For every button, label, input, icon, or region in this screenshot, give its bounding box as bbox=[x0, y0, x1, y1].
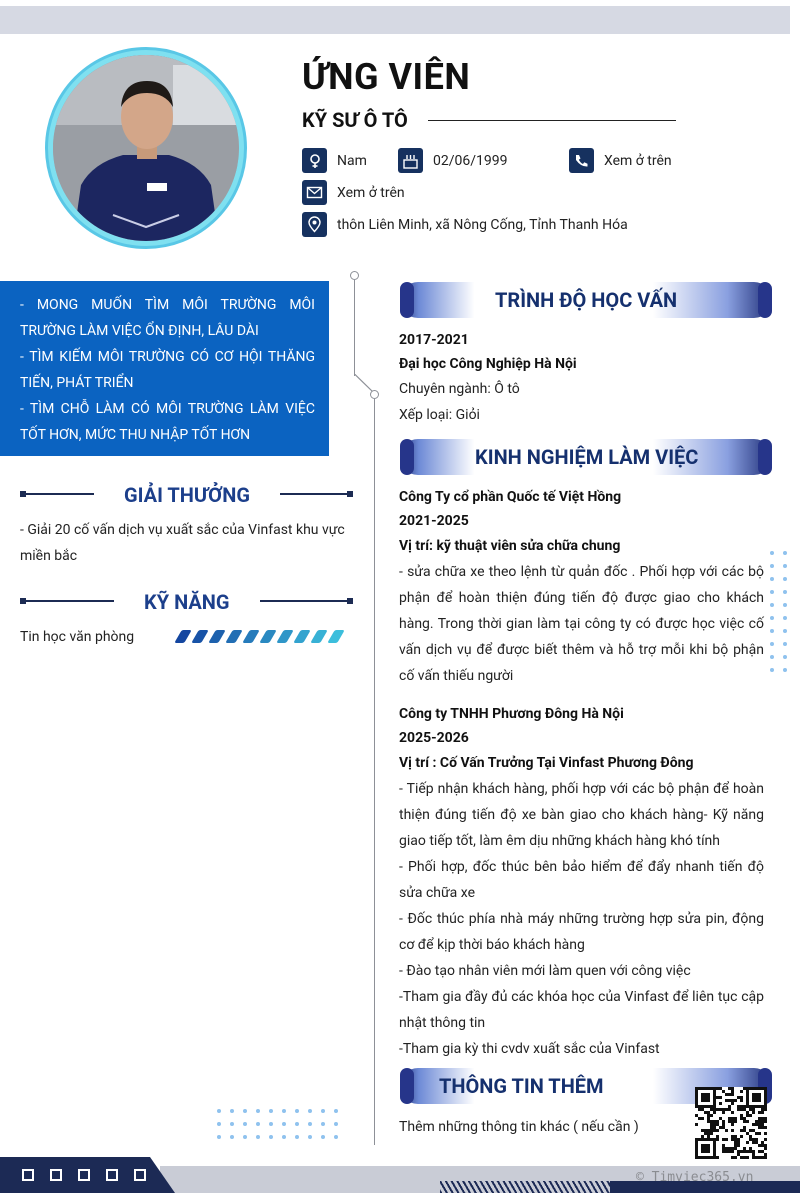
deco-dot bbox=[243, 1109, 247, 1113]
deco-dot bbox=[256, 1135, 260, 1139]
deco-dot bbox=[269, 1109, 273, 1113]
email-icon bbox=[302, 180, 327, 205]
banner-cap bbox=[400, 282, 414, 318]
skill-stripe bbox=[208, 630, 226, 643]
deco-dot bbox=[770, 577, 774, 581]
objective-line: - MONG MUỐN TÌM MÔI TRƯỜNG MÔI TRƯỜNG LÀM VIỆC ỔN ĐỊNH, LÂU DÀI bbox=[20, 297, 315, 339]
job-bullet: -Tham gia đầy đủ các khóa học của Vinfast để liên tục cập nhật thông tin bbox=[399, 989, 764, 1031]
decorative-dots bbox=[217, 1109, 341, 1151]
objective-line: - TÌM CHỖ LÀM CÓ MÔI TRƯỜNG LÀM VIỆC TỐT HƠN, MỨC THU NHẬP TỐT HƠN bbox=[20, 401, 315, 443]
objective-line: - TÌM KIẾM MÔI TRƯỜNG CÓ CƠ HỘI THĂNG TIẾN, PHÁT TRIỂN bbox=[20, 349, 315, 391]
deco-dot bbox=[783, 577, 787, 581]
deco-dot bbox=[770, 551, 774, 555]
deco-dot bbox=[770, 616, 774, 620]
deco-dot bbox=[334, 1122, 338, 1126]
job-position: Vị trí: kỹ thuật viên sửa chữa chung bbox=[399, 538, 621, 554]
phone-icon bbox=[569, 148, 594, 173]
timeline-line bbox=[354, 280, 355, 376]
birthday-text: 02/06/1999 bbox=[433, 153, 508, 169]
deco-dot bbox=[243, 1135, 247, 1139]
deco-dot bbox=[770, 590, 774, 594]
deco-dot bbox=[217, 1109, 221, 1113]
job-title: KỸ SƯ Ô TÔ bbox=[302, 108, 408, 132]
deco-dot bbox=[321, 1135, 325, 1139]
heading-rule bbox=[280, 493, 350, 495]
deco-dot bbox=[217, 1135, 221, 1139]
footer-square bbox=[106, 1169, 118, 1181]
phone-text: Xem ở trên bbox=[604, 153, 672, 169]
skill-stripe bbox=[225, 630, 243, 643]
job-bullet: - Tiếp nhận khách hàng, phối hợp với các bộ phận để hoàn thiện đúng tiến độ xe bàn giao cho khách hàng- Kỹ năng giao tiếp tốt, làm êm dịu những khách hàng khó tính bbox=[399, 781, 764, 849]
more-info-text: Thêm những thông tin khác ( nếu cần ) bbox=[399, 1119, 639, 1135]
deco-dot bbox=[282, 1135, 286, 1139]
footer-stripes bbox=[440, 1181, 610, 1193]
deco-dot bbox=[770, 655, 774, 659]
banner-cap bbox=[758, 439, 772, 475]
deco-dot bbox=[295, 1135, 299, 1139]
deco-dot bbox=[770, 668, 774, 672]
skill-stripe bbox=[310, 630, 328, 643]
deco-dot bbox=[783, 668, 787, 672]
timeline-dot-mid bbox=[370, 390, 379, 399]
email-text: Xem ở trên bbox=[337, 185, 405, 201]
deco-dot bbox=[295, 1109, 299, 1113]
deco-dot bbox=[783, 629, 787, 633]
heading-rule bbox=[260, 600, 350, 602]
qr-code bbox=[695, 1087, 767, 1159]
job-position: Vị trí : Cố Vấn Trưởng Tại Vinfast Phương Đông bbox=[399, 755, 694, 771]
education-period: 2017-2021 bbox=[399, 332, 469, 348]
career-objective bbox=[0, 281, 329, 456]
heading-rule bbox=[24, 493, 94, 495]
title-divider bbox=[428, 120, 676, 121]
deco-dot bbox=[308, 1109, 312, 1113]
skill-stripe bbox=[327, 630, 345, 643]
experience-heading: KINH NGHIỆM LÀM VIỆC bbox=[475, 445, 699, 469]
awards-text: - Giải 20 cố vấn dịch vụ xuất sắc của Vinfast khu vực miền bắc bbox=[20, 522, 345, 564]
deco-dot bbox=[321, 1109, 325, 1113]
job-company: Công ty TNHH Phương Đông Hà Nội bbox=[399, 706, 624, 722]
job-bullet: -Tham gia kỳ thi cvdv xuất sắc của Vinfast bbox=[399, 1041, 660, 1057]
deco-dot bbox=[230, 1135, 234, 1139]
job-company: Công Ty cổ phần Quốc tế Việt Hồng bbox=[399, 489, 622, 505]
deco-dot bbox=[783, 590, 787, 594]
footer-square bbox=[134, 1169, 146, 1181]
address-text: thôn Liên Minh, xã Nông Cống, Tỉnh Thanh Hóa bbox=[337, 217, 628, 233]
gender-text: Nam bbox=[337, 153, 367, 169]
heading-bullet bbox=[347, 491, 353, 497]
birthday-cake-icon bbox=[398, 148, 423, 173]
banner-cap bbox=[758, 282, 772, 318]
deco-dot bbox=[217, 1122, 221, 1126]
awards-heading: GIẢI THƯỞNG bbox=[124, 483, 250, 507]
deco-dot bbox=[308, 1122, 312, 1126]
education-rank: Xếp loại: Giỏi bbox=[399, 407, 480, 423]
banner-cap bbox=[400, 439, 414, 475]
candidate-name: ỨNG VIÊN bbox=[302, 56, 471, 98]
education-heading: TRÌNH ĐỘ HỌC VẤN bbox=[495, 288, 678, 312]
job-bullets bbox=[399, 776, 764, 1062]
deco-dot bbox=[783, 616, 787, 620]
deco-dot bbox=[321, 1122, 325, 1126]
deco-dot bbox=[282, 1122, 286, 1126]
gender-icon bbox=[302, 148, 327, 173]
skill-stripe bbox=[191, 630, 209, 643]
deco-dot bbox=[256, 1122, 260, 1126]
skill-stripe bbox=[276, 630, 294, 643]
deco-dot bbox=[334, 1109, 338, 1113]
deco-dot bbox=[770, 642, 774, 646]
skill-name: Tin học văn phòng bbox=[20, 629, 135, 645]
job-bullet: - Đốc thúc phía nhà máy những trường hợp sửa pin, động cơ để kịp thời báo khách hàng bbox=[399, 911, 764, 953]
more-info-heading: THÔNG TIN THÊM bbox=[439, 1074, 604, 1098]
location-pin-icon bbox=[302, 212, 327, 237]
job-description: - sửa chữa xe theo lệnh từ quản đốc . Phối hợp với các bộ phận để hoàn thiện đúng tiến độ được giao cho khách hàng. Trong thời gian làm tại công ty có được học việc cố vấn dịch vụ để được biết thêm và hỗ trợ mỗi khi bộ phận cố vấn thiếu người bbox=[399, 564, 764, 684]
top-band bbox=[0, 6, 790, 34]
heading-bullet bbox=[347, 598, 353, 604]
deco-dot bbox=[783, 564, 787, 568]
avatar bbox=[53, 55, 239, 241]
deco-dot bbox=[295, 1122, 299, 1126]
watermark: © Timviec365.vn bbox=[636, 1170, 754, 1185]
skill-stripe bbox=[174, 630, 192, 643]
deco-dot bbox=[783, 551, 787, 555]
footer-square bbox=[78, 1169, 90, 1181]
deco-dot bbox=[243, 1122, 247, 1126]
skill-stripe bbox=[242, 630, 260, 643]
deco-dot bbox=[269, 1122, 273, 1126]
deco-dot bbox=[269, 1135, 273, 1139]
footer-square bbox=[22, 1169, 34, 1181]
skill-stripe bbox=[259, 630, 277, 643]
deco-dot bbox=[783, 642, 787, 646]
job-period: 2025-2026 bbox=[399, 730, 469, 746]
education-major: Chuyên ngành: Ô tô bbox=[399, 381, 520, 397]
timeline-line-main bbox=[374, 399, 375, 1145]
job-bullet: - Phối hợp, đốc thúc bên bảo hiểm để đẩy nhanh tiến độ sửa chữa xe bbox=[399, 859, 764, 901]
deco-dot bbox=[334, 1135, 338, 1139]
skills-heading: KỸ NĂNG bbox=[144, 590, 230, 614]
deco-dot bbox=[783, 603, 787, 607]
deco-dot bbox=[230, 1122, 234, 1126]
deco-dot bbox=[308, 1135, 312, 1139]
deco-dot bbox=[230, 1109, 234, 1113]
deco-dot bbox=[256, 1109, 260, 1113]
education-school: Đại học Công Nghiệp Hà Nội bbox=[399, 356, 577, 372]
footer-square bbox=[50, 1169, 62, 1181]
deco-dot bbox=[282, 1109, 286, 1113]
timeline-dot-top bbox=[350, 271, 359, 280]
deco-dot bbox=[770, 564, 774, 568]
skill-level-bar bbox=[178, 630, 348, 644]
decorative-dots bbox=[770, 551, 790, 675]
deco-dot bbox=[770, 603, 774, 607]
deco-dot bbox=[783, 655, 787, 659]
job-bullet: - Đào tạo nhân viên mới làm quen với công việc bbox=[399, 963, 691, 979]
deco-dot bbox=[770, 629, 774, 633]
banner-cap bbox=[400, 1068, 414, 1104]
avatar-photo bbox=[53, 55, 239, 241]
skill-stripe bbox=[293, 630, 311, 643]
heading-rule bbox=[24, 600, 114, 602]
job-period: 2021-2025 bbox=[399, 513, 469, 529]
